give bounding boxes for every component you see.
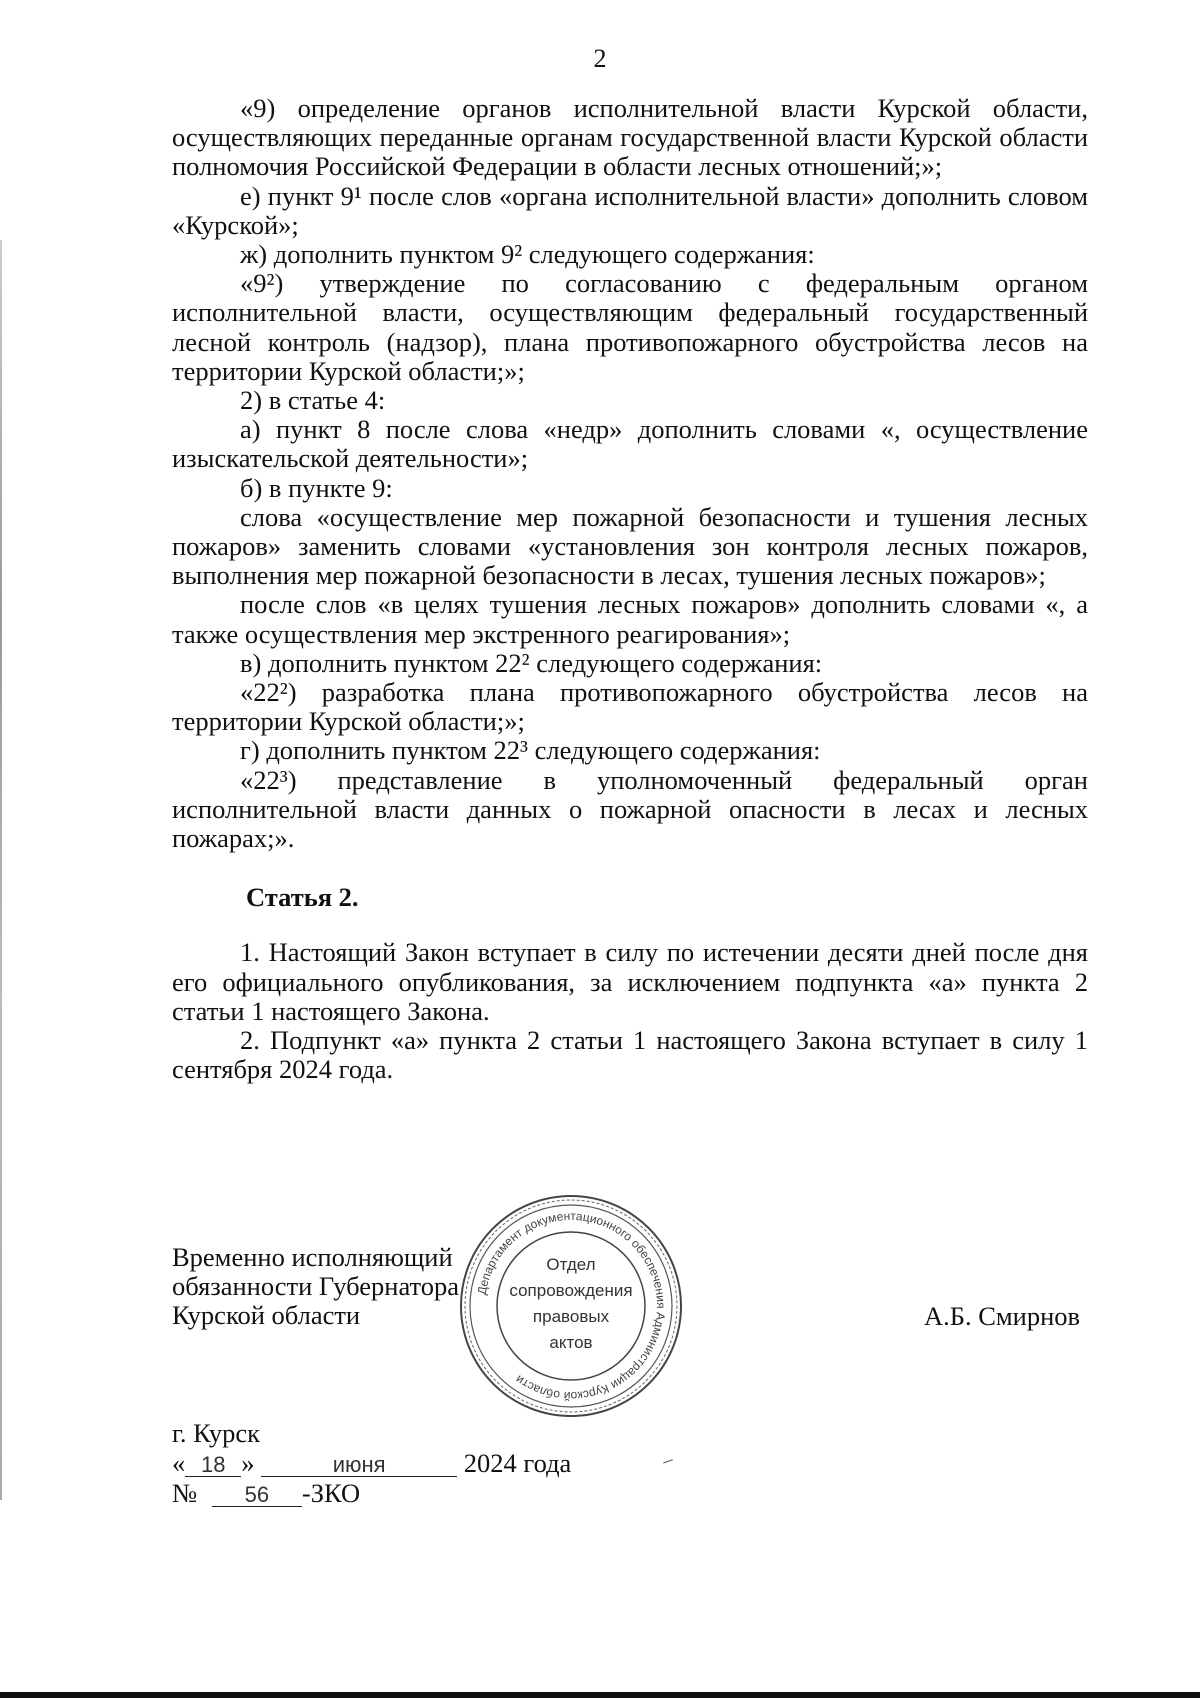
date-month: июня: [261, 1454, 457, 1477]
paragraph-point-e: е) пункт 9¹ после слов «органа исполнительной власти» дополнить словом «Курской»;: [172, 180, 1088, 240]
paragraph-replace-words: слова «осуществление мер пожарной безопасности и тушения лесных пожаров» заменить словами «установления зон контроля лесных пожаров, выполнения мер пожарной безопасности в лесах, тушения лесных пожаров»;: [172, 501, 1088, 591]
date-close-quote: »: [241, 1448, 255, 1478]
stamp-center-line: сопровождения: [509, 1281, 633, 1300]
official-stamp: [458, 1193, 684, 1419]
paragraph-add-words: после слов «в целях тушения лесных пожаров» дополнить словами «, а также осуществления мер экстренного реагирования»;: [172, 589, 1088, 649]
paragraph-item-22-3: «22³) представление в уполномоченный федеральный орган исполнительной власти данных о пожарной опасности в лесах и лесных пожарах;».: [172, 764, 1088, 854]
date-year: 2024 года: [463, 1448, 572, 1478]
law-number-line: [172, 1478, 571, 1508]
stamp-center-line: Отдел: [546, 1255, 596, 1274]
paragraph-item-22-2: «22²) разработка плана противопожарного обустройства лесов на территории Курской области;»;: [172, 677, 1088, 737]
paragraph-point-v: в) дополнить пунктом 22² следующего содержания:: [240, 647, 823, 678]
law-number-suffix: -ЗКО: [301, 1478, 361, 1508]
pen-mark: [661, 1454, 673, 1464]
scan-edge-left: [0, 240, 2, 1500]
scan-edge-bottom: [0, 1692, 1200, 1698]
date-open-quote: «: [172, 1448, 186, 1478]
stamp-ring-text: Департамент документационного обеспечения Администрации Курской области: [474, 1208, 669, 1404]
stamp-center-line: правовых: [532, 1307, 610, 1326]
stamp-center-line: актов: [549, 1333, 593, 1352]
date-line: [172, 1448, 571, 1478]
paragraph-point-b: б) в пункте 9:: [240, 472, 393, 503]
paragraph-item-9: «9) определение органов исполнительной власти Курской области, осуществляющих переданные органам государственной власти Курской области полномочия Российской Федерации в области лесных отношений;»;: [172, 93, 1088, 182]
paragraph-article-4: 2) в статье 4:: [240, 385, 386, 416]
law-number: 56: [212, 1484, 302, 1507]
number-sign: №: [172, 1478, 198, 1508]
signer-position-line: Временно исполняющий: [172, 1242, 453, 1272]
article-paragraph-1: 1. Настоящий Закон вступает в силу по истечении десяти дней после дня его официального опубликования, за исключением подпункта «а» пункта 2 статьи 1 настоящего Закона.: [172, 937, 1088, 1026]
paragraph-item-9-2: «9²) утверждение по согласованию с федеральным органом исполнительной власти, осуществляющим федеральный государственный лесной контроль (надзор), плана противопожарного обустройства лесов на территории Курской области;»;: [172, 268, 1088, 386]
paragraph-point-g: г) дополнить пунктом 22³ следующего содержания:: [240, 735, 821, 766]
article-heading: Статья 2.: [246, 882, 359, 913]
page-number: 2: [593, 44, 607, 73]
document-body: [172, 94, 1088, 1085]
article-paragraph-2: 2. Подпункт «а» пункта 2 статьи 1 настоящего Закона вступает в силу 1 сентября 2024 года.: [172, 1025, 1088, 1085]
place-date-block: [172, 1418, 571, 1508]
date-day: 18: [185, 1454, 241, 1477]
signer-position-line: Курской области: [172, 1300, 361, 1330]
place: г. Курск: [172, 1418, 260, 1448]
signer-position: [172, 1243, 502, 1330]
paragraph-point-a: а) пункт 8 после слова «недр» дополнить словами «, осуществление изыскательской деятельности»;: [172, 414, 1088, 474]
paragraph-point-zh: ж) дополнить пунктом 9² следующего содержания:: [240, 239, 815, 270]
signer-position-line: обязанности Губернатора: [172, 1271, 460, 1301]
signer-name: А.Б. Смирнов: [924, 1301, 1081, 1331]
